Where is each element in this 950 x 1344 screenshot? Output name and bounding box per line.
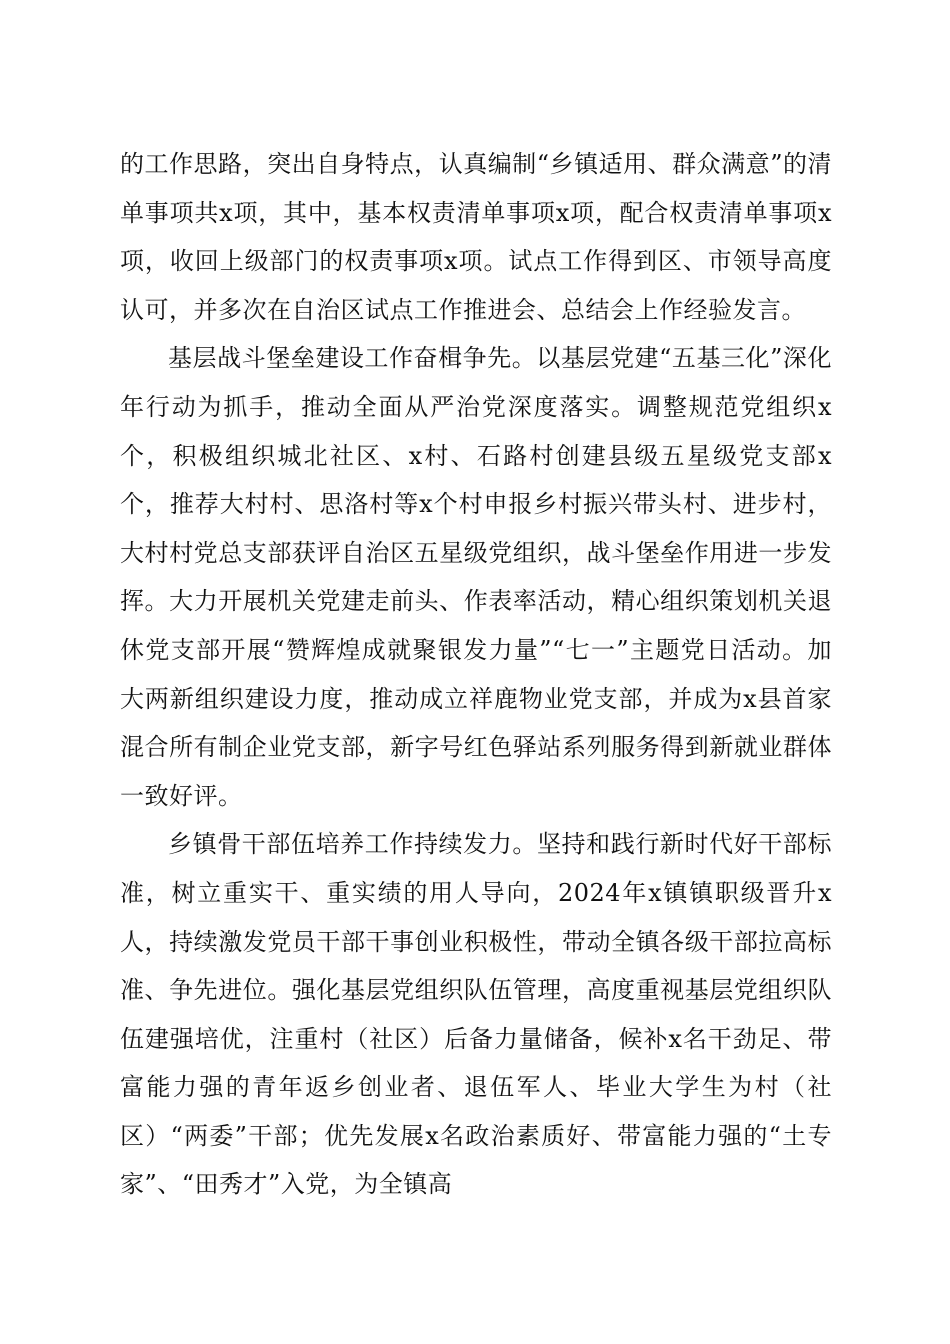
paragraph-continuation: 的工作思路，突出自身特点，认真编制“乡镇适用、群众满意”的清单事项共x项，其中，基本权责清单事项x项，配合权责清单事项x项，收回上级部门的权责事项x项。试点工作得到区、市领导高度认可，并多次在自治区试点工作推进会、总结会上作经验发言。 <box>120 150 832 324</box>
document-body <box>120 140 832 1209</box>
paragraph-cadre-training: 乡镇骨干部伍培养工作持续发力。坚持和践行新时代好干部标准，树立重实干、重实绩的用人导向，2024年x镇镇职级晋升x人，持续激发党员干部干事创业积极性，带动全镇各级干部拉高标准、争先进位。强化基层党组织队伍管理，高度重视基层党组织队伍建强培优，注重村（社区）后备力量储备，候补x名干劲足、带富能力强的青年返乡创业者、退伍军人、毕业大学生为村（社区）“两委”干部；优先发展x名政治素质好、带富能力强的“土专家”、“田秀才”入党，为全镇高 <box>120 830 832 1199</box>
paragraph-grassroots-fortress: 基层战斗堡垒建设工作奋楫争先。以基层党建“五基三化”深化年行动为抓手，推动全面从严治党深度落实。调整规范党组织x个，积极组织城北社区、x村、石路村创建县级五星级党支部x个，推荐大村村、思洛村等x个村申报乡村振兴带头村、进步村，大村村党总支部获评自治区五星级党组织，战斗堡垒作用进一步发挥。大力开展机关党建走前头、作表率活动，精心组织策划机关退休党支部开展“赞辉煌成就聚银发力量”“七一”主题党日活动。加大两新组织建设力度，推动成立祥鹿物业党支部，并成为x县首家混合所有制企业党支部，新字号红色驿站系列服务得到新就业群体一致好评。 <box>120 344 832 810</box>
